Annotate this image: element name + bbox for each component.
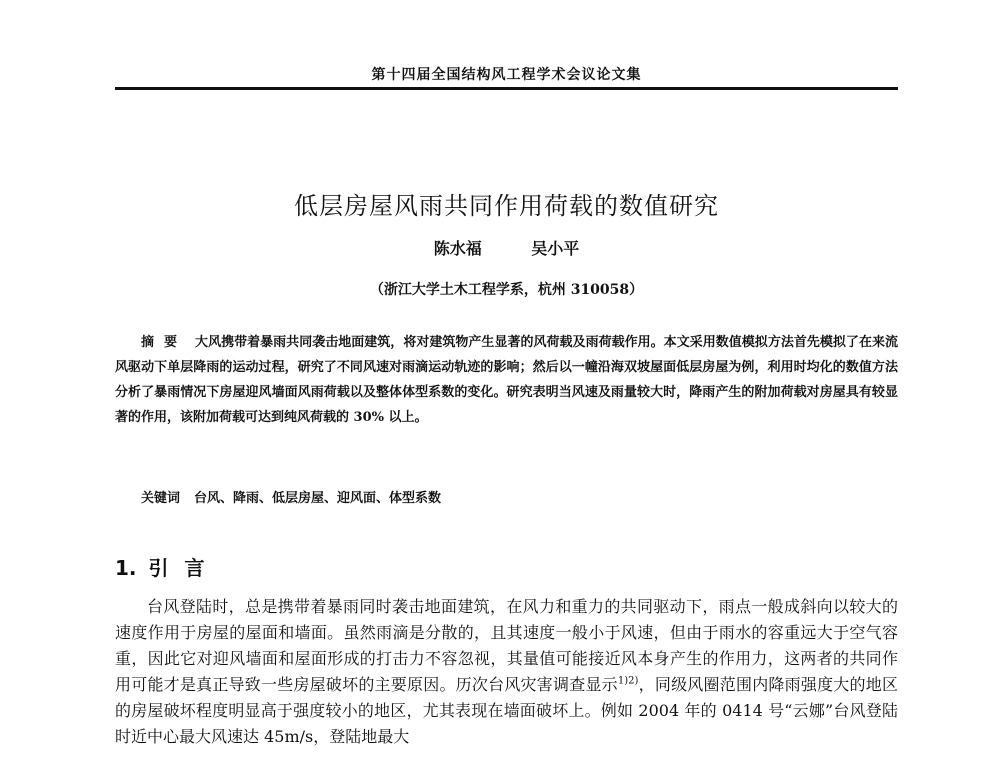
affiliation: （浙江大学土木工程学系，杭州 310058） — [369, 282, 644, 298]
paragraph-text: 台风登陆时，总是携带着暴雨同时袭击地面建筑，在风力和重力的共同驱动下，雨点一般成斜向以较大的速度作用于房屋的屋面和墙面。虽然雨滴是分散的，且其速度一般小于风速，但由于雨水的容重远大于空气容重，因此它对迎风墙面和屋面形成的打击力不容忽视，其量值可能接近风本身产生的作用力，这两者的共同作用可能才是真正导致一些房屋破坏的主要原因。历次台风灾害调查显示 — [115, 597, 898, 694]
abstract-text: 大风携带着暴雨共同袭击地面建筑，将对建筑物产生显著的风荷载及雨荷载作用。本文采用数值模拟方法首先模拟了在来流风驱动下单层降雨的运动过程，研究了不同风速对雨滴运动轨迹的影响；然后以一幢沿海双坡屋面低层房屋为例，利用时均化的数值方法分析了暴雨情况下房屋迎风墙面风雨荷载以及整体体型系数的变化。研究表明当风速及雨量较大时，降雨产生的附加荷载对房屋具有较显著的作用，该附加荷载可达到纯风荷载的 30% 以上。 — [115, 335, 898, 425]
paragraph-text-continued: ，同级风圈范围内降雨强度大的地区的房屋破坏程度明显高于强度较小的地区，尤其表现在墙面破坏上。例如 2004 年的 0414 号“云娜”台风登陆时近中心最大风速达 45m/s，登陆地最大 — [115, 675, 898, 746]
keywords — [141, 487, 898, 506]
paper-title: 低层房屋风雨共同作用荷载的数值研究 — [294, 192, 719, 220]
abstract — [115, 330, 898, 430]
author-name: 吴小平 — [531, 239, 580, 258]
keywords-text: 台风、降雨、低层房屋、迎风面、体型系数 — [194, 491, 442, 506]
keywords-label: 关键词 — [141, 491, 181, 506]
proceedings-header: 第十四届全国结构风工程学术会议论文集 — [371, 67, 642, 83]
header-rule — [115, 87, 898, 90]
section-title: 引言 — [148, 556, 221, 580]
section-number: 1. — [115, 556, 137, 580]
body-paragraph — [115, 594, 898, 750]
author-name: 陈水福 — [433, 239, 482, 258]
abstract-label: 摘要 — [141, 335, 188, 350]
section-heading — [115, 552, 221, 581]
author-list — [115, 236, 898, 259]
citation-ref: 1)2) — [617, 675, 639, 687]
